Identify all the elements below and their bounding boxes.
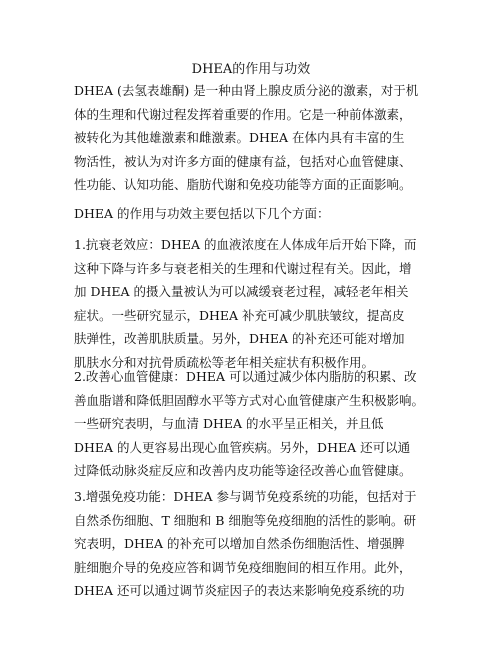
text-line: 物活性，被认为对许多方面的健康有益，包括对心血管健康、 — [74, 153, 412, 169]
text-line: DHEA 的作用与功效主要包括以下几个方面： — [74, 206, 330, 221]
text-line: 一些研究表明，与血清 DHEA 的水平呈正相关，并且低 — [74, 416, 384, 432]
text-line: 这种下降与许多与衰老相关的生理和代谢过程有关。因此，增 — [74, 260, 412, 276]
text-line: 脏细胞介导的免疫应答和调节免疫细胞间的相互作用。此外， — [74, 559, 412, 575]
text-line: 被转化为其他雄激素和雌激素。DHEA 在体内具有丰富的生 — [74, 130, 405, 146]
text-line: 症状。一些研究显示，DHEA 补充可减少肌肤皱纹，提高皮 — [74, 307, 405, 323]
paragraph-summary — [74, 202, 454, 226]
text-line: 自然杀伤细胞、T 细胞和 B 细胞等免疫细胞的活性的影响。研 — [74, 512, 416, 528]
text-line: DHEA 的人更容易出现心血管疾病。另外，DHEA 还可以通 — [74, 439, 411, 455]
text-line: 肤弹性，改善肌肤质量。另外，DHEA 的补充还可能对增加 — [74, 331, 405, 347]
paragraph-intro — [74, 79, 454, 197]
document-title: DHEA的作用与功效 — [191, 62, 311, 77]
text-line: 肌肤水分和对抗骨质疏松等老年相关症状有积极作用。 — [74, 354, 375, 370]
text-line: 性功能、认知功能、脂肪代谢和免疫功能等方面的正面影响。 — [74, 177, 412, 193]
text-line: 体的生理和代谢过程发挥着重要的作用。它是一种前体激素， — [74, 106, 412, 122]
text-line: 2.改善心血管健康：DHEA 可以通过减少体内脂肪的积累、改 — [74, 369, 417, 384]
text-line: 究表明，DHEA 的补充可以增加自然杀伤细胞活性、增强脾 — [74, 536, 405, 552]
paragraph-immune — [74, 485, 454, 603]
text-line: 过降低动脉炎症反应和改善内皮功能等途径改善心血管健康。 — [74, 463, 412, 479]
paragraph-anti-aging — [74, 233, 454, 375]
text-line: 3.增强免疫功能：DHEA 参与调节免疫系统的功能，包括对于 — [74, 489, 417, 504]
text-line: 1.抗衰老效应：DHEA 的血液浓度在人体成年后开始下降，而 — [74, 237, 417, 252]
text-line: 善血脂谱和降低胆固醇水平等方式对心血管健康产生积极影响。 — [74, 392, 425, 408]
text-line: 加 DHEA 的摄入量被认为可以减缓衰老过程，减轻老年相关 — [74, 284, 409, 300]
text-line: DHEA 还可以通过调节炎症因子的表达来影响免疫系统的功 — [74, 583, 405, 599]
paragraph-cardiovascular — [74, 365, 454, 483]
text-line: DHEA (去氢表雄酮) 是一种由肾上腺皮质分泌的激素，对于机 — [74, 83, 419, 98]
